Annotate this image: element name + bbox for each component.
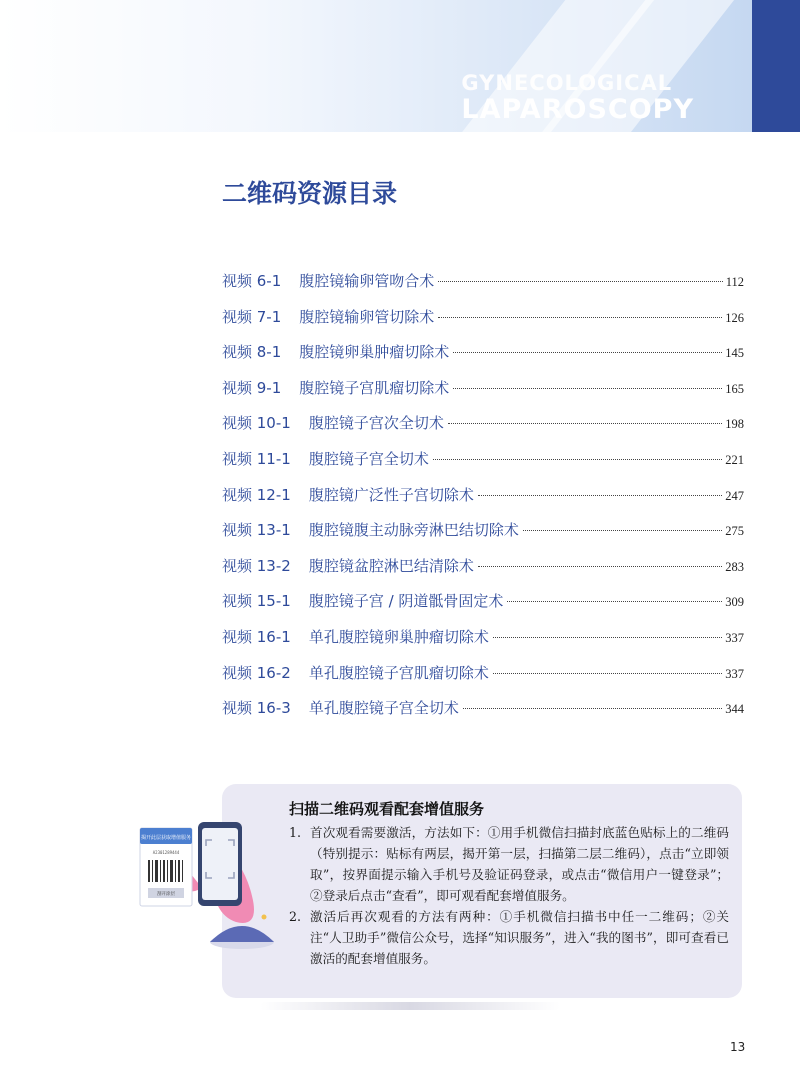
toc-page-number: 337 — [725, 666, 744, 681]
toc-row[interactable] — [222, 306, 744, 342]
toc-leader-dots — [448, 423, 722, 424]
toc-title: 腹腔镜子宫次全切术 — [308, 414, 444, 433]
toc-row[interactable] — [222, 412, 744, 448]
header-accent-block — [752, 0, 800, 132]
instruction-number: 1. — [289, 825, 302, 840]
instruction-number: 2. — [289, 909, 302, 924]
brand-line-2: LAPAROSCOPY — [461, 94, 694, 125]
toc-row[interactable] — [222, 590, 744, 626]
toc-video-label: 视频 9-1 — [222, 378, 282, 397]
toc-page-number: 247 — [725, 488, 744, 503]
toc-video-label: 视频 16-1 — [222, 627, 291, 646]
toc-title: 腹腔镜输卵管吻合术 — [299, 272, 435, 290]
toc-page-number: 309 — [725, 595, 744, 610]
toc-leader-dots — [493, 673, 722, 674]
toc-row[interactable] — [222, 448, 744, 484]
toc-video-label: 视频 16-3 — [222, 699, 291, 718]
instruction-item — [289, 906, 729, 969]
toc-page-number: 126 — [725, 310, 744, 325]
header-banner — [0, 0, 752, 132]
toc-leader-dots — [438, 317, 722, 318]
toc-title: 腹腔镜子宫肌瘤切除术 — [299, 378, 450, 397]
toc-page-number: 165 — [725, 381, 744, 396]
toc-page-number: 275 — [725, 524, 744, 539]
toc-leader-dots — [433, 459, 722, 460]
toc-page-number: 337 — [725, 630, 744, 645]
platform — [210, 926, 274, 942]
toc-row[interactable] — [222, 626, 744, 662]
toc-page-number: 198 — [725, 417, 744, 432]
toc-leader-dots — [507, 601, 722, 602]
brand-logo — [461, 73, 694, 123]
page-title: 二维码资源目录 — [222, 179, 398, 208]
toc-page-number: 221 — [725, 452, 744, 467]
toc-page-number: 283 — [725, 559, 744, 574]
toc-page-number: 145 — [725, 346, 744, 361]
toc-row[interactable] — [222, 555, 744, 591]
toc-leader-dots — [493, 637, 722, 638]
brand-line-1: GYNECOLOGICAL — [461, 71, 673, 95]
toc-row[interactable] — [222, 341, 744, 377]
toc-title: 腹腔镜卵巢肿瘤切除术 — [299, 343, 450, 362]
toc-row[interactable] — [222, 519, 744, 555]
toc-title: 腹腔镜输卵管切除术 — [299, 307, 435, 326]
toc-row[interactable] — [222, 662, 744, 698]
toc-leader-dots — [453, 352, 722, 353]
toc-title: 腹腔镜子宫 / 阴道骶骨固定术 — [308, 592, 504, 611]
toc-video-label: 视频 11-1 — [222, 449, 291, 468]
toc-title: 腹腔镜盆腔淋巴结清除术 — [308, 556, 474, 575]
service-title: 扫描二维码观看配套增值服务 — [289, 800, 485, 818]
scratch-label: 刮开涂层 — [157, 892, 175, 897]
toc-video-label: 视频 10-1 — [222, 414, 291, 433]
toc-video-label: 视频 16-2 — [222, 663, 291, 682]
toc-row[interactable] — [222, 484, 744, 520]
toc-title: 单孔腹腔镜子宫全切术 — [308, 699, 459, 718]
toc-video-label: 视频 6-1 — [222, 272, 282, 290]
instruction-item — [289, 822, 729, 906]
toc-row[interactable] — [222, 377, 744, 413]
sticker-header-text: 揭开此层获取增值服务 — [140, 835, 192, 841]
toc-leader-dots — [453, 388, 722, 389]
page-number: 13 — [730, 1040, 746, 1054]
toc-title: 腹腔镜广泛性子宫切除术 — [308, 485, 474, 504]
toc-video-label: 视频 13-2 — [222, 556, 291, 575]
toc-leader-dots — [478, 495, 722, 496]
toc-video-label: 视频 15-1 — [222, 592, 291, 611]
instruction-text: 激活后再次观看的方法有两种：①手机微信扫描书中任一二维码；②关注“人卫助手”微信公众号，选择“知识服务”，进入“我的图书”，即可查看已激活的配套增值服务。 — [310, 909, 729, 966]
toc-title: 腹腔镜腹主动脉旁淋巴结切除术 — [308, 521, 519, 540]
service-instructions — [289, 822, 729, 969]
toc-video-label: 视频 8-1 — [222, 343, 282, 362]
toc-leader-dots — [463, 708, 722, 709]
toc-row[interactable] — [222, 270, 744, 306]
toc-leader-dots — [478, 566, 722, 567]
toc-leader-dots — [438, 281, 722, 282]
phone-screen — [202, 828, 238, 900]
toc-title: 单孔腹腔镜卵巢肿瘤切除术 — [308, 627, 489, 646]
toc-video-label: 视频 13-1 — [222, 521, 291, 540]
toc-title: 腹腔镜子宫全切术 — [308, 449, 429, 468]
box-shadow-bar — [260, 1002, 560, 1010]
toc-list — [222, 270, 744, 733]
toc-leader-dots — [523, 530, 722, 531]
sparkle — [262, 915, 267, 920]
toc-video-label: 视频 12-1 — [222, 485, 291, 504]
sticker-code: A2301289444 — [152, 850, 180, 855]
phone-scan-illustration — [136, 814, 286, 949]
toc-page-number: 112 — [725, 275, 744, 289]
toc-title: 单孔腹腔镜子宫肌瘤切除术 — [308, 663, 489, 682]
toc-row[interactable] — [222, 697, 744, 733]
instruction-text: 首次观看需要激活，方法如下：①用手机微信扫描封底蓝色贴标上的二维码（特别提示：贴标有两层，揭开第一层，扫描第二层二维码），点击“立即领取”，按界面提示输入手机号及验证码登录，或点击“微信用户一键登录”；②登录后点击“查看”，即可观看配套增值服务。 — [310, 825, 729, 903]
toc-video-label: 视频 7-1 — [222, 307, 282, 326]
toc-page-number: 344 — [725, 702, 744, 717]
